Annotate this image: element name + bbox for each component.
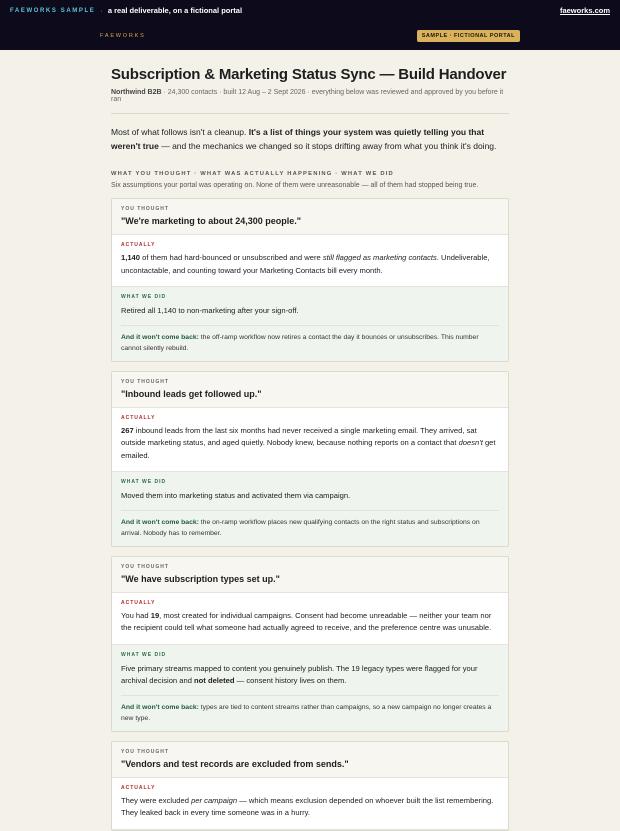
did-text: Moved them into marketing status and activated them via campaign.: [121, 491, 351, 500]
actual-text-b: , most created for individual campaigns. Consent had become unreadable — neither your team nor the recipient could tell what someone had actually agreed to receive, and the preference centre was unusable.: [121, 610, 492, 632]
did-emphasis: not deleted: [194, 676, 235, 685]
actual-text-a: of them had hard-bounced or unsubscribed and were: [140, 253, 323, 262]
did-block: [112, 472, 508, 546]
did-label: WHAT WE DID: [121, 294, 167, 300]
actual-figure: 1,140: [121, 253, 141, 262]
did-text: Retired all 1,140 to non-marketing after your sign-off.: [121, 306, 299, 315]
actual-text: [121, 610, 499, 635]
actual-text-b: get emailed.: [121, 438, 496, 460]
portal-header: [0, 21, 620, 50]
sample-badge: SAMPLE · FICTIONAL PORTAL: [417, 30, 520, 42]
page-title: Subscription & Marketing Status Sync — Build Handover: [111, 66, 507, 83]
actual-block: [112, 408, 508, 473]
did-text-b: — consent history lives on them.: [234, 676, 347, 685]
thought-quote: "We have subscription types set up.": [121, 573, 280, 584]
actual-figure: 19: [150, 610, 160, 620]
did-label: WHAT WE DID: [121, 651, 167, 658]
actual-label: ACTUALLY: [121, 414, 156, 421]
intro-text-2: — and the mechanics we changed so it stops drifting away from what you think it's doing.: [158, 141, 497, 151]
did-block: [112, 645, 508, 731]
intro-emphasis: It's a list of things your system was quietly telling you that weren't true: [111, 127, 485, 151]
faeworks-link[interactable]: faeworks.com: [559, 6, 610, 15]
thought-quote: "We're marketing to about 24,300 people.": [121, 216, 302, 226]
thought-label: YOU THOUGHT: [121, 748, 169, 755]
actual-text: [121, 252, 499, 277]
wont-return-note: [121, 325, 499, 354]
top-banner: [0, 0, 620, 21]
section-heading: WHAT YOU THOUGHT · WHAT WAS ACTUALLY HAPPENING · WHAT WE DID: [111, 171, 394, 177]
actual-text-a: You had: [121, 610, 151, 620]
actual-emphasis: doesn't: [458, 438, 483, 447]
thought-block: [112, 199, 508, 235]
assumption-card: [111, 198, 509, 362]
actual-emphasis: per campaign: [191, 795, 238, 805]
wont-return-note: [121, 695, 499, 724]
assumption-card: [111, 741, 509, 831]
portal-logo: FAEWORKS: [100, 32, 146, 39]
document-body: [0, 66, 620, 831]
did-text-a: Five primary streams mapped to content you genuinely publish. The 19 legacy types were flagged for your archival decision and: [121, 663, 478, 685]
section-subheading: Six assumptions your portal was operating on. None of them were unreasonable — all of them had stopped being true.: [111, 182, 479, 189]
actual-label: ACTUALLY: [121, 599, 156, 606]
actual-label: ACTUALLY: [121, 784, 156, 791]
banner-separator: ·: [100, 6, 103, 15]
assumption-card: [111, 371, 509, 547]
wont-text: types are tied to content streams rather than campaigns, so a new campaign no longer creates a new type.: [121, 703, 492, 722]
thought-label: YOU THOUGHT: [121, 378, 169, 385]
document-meta: [111, 89, 509, 114]
actual-block: [112, 235, 508, 287]
assumption-card: [111, 556, 509, 732]
wont-label: And it won't come back:: [121, 333, 199, 341]
actual-text-b: . Undeliverable, uncontactable, and counting toward your Marketing Contacts bill every month.: [121, 253, 490, 275]
banner-brand: FAEWORKS SAMPLE: [10, 7, 96, 14]
wont-return-note: [121, 510, 499, 539]
thought-block: [112, 742, 508, 778]
actual-text: [121, 795, 499, 820]
intro-text-1: Most of what follows isn't a cleanup.: [111, 127, 249, 137]
wont-text: the on-ramp workflow places new qualifying contacts on the right status and subscriptions on arrival. Nobody has to remember.: [121, 518, 480, 537]
thought-quote: "Inbound leads get followed up.": [121, 388, 262, 399]
actual-emphasis: still flagged as marketing contacts: [322, 253, 437, 262]
wont-label: And it won't come back:: [121, 703, 199, 711]
did-label: WHAT WE DID: [121, 479, 167, 485]
wont-label: And it won't come back:: [121, 518, 199, 526]
thought-label: YOU THOUGHT: [121, 206, 169, 212]
thought-block: [112, 557, 508, 593]
actual-label: ACTUALLY: [121, 242, 156, 248]
actual-text-a: They were excluded: [121, 795, 192, 805]
wont-text: the off-ramp workflow now retires a contact the day it bounces or unsubscribes. This number cannot silently rebuild.: [121, 333, 479, 352]
intro-paragraph: [111, 125, 509, 153]
actual-block: [112, 593, 508, 645]
did-block: [112, 287, 508, 361]
thought-block: [112, 372, 508, 408]
did-text: [121, 663, 499, 688]
actual-figure: 267: [121, 425, 134, 435]
actual-text-b: — which means exclusion depended on whoever built the list remembering. They leaked back in every time someone was in a hurry.: [121, 795, 494, 817]
actual-text: [121, 425, 499, 463]
thought-quote: "Vendors and test records are excluded from sends.": [121, 758, 349, 769]
actual-block: [112, 778, 508, 830]
actual-text-a: inbound leads from the last six months had never received a single marketing email. They arrived, sat outside marketing status, and aged quietly. Nobody knew, because nothing reports on a contact that: [121, 425, 477, 447]
banner-tagline: a real deliverable, on a fictional portal: [107, 6, 243, 15]
client-name: Northwind B2B: [111, 89, 162, 96]
thought-label: YOU THOUGHT: [121, 563, 169, 570]
meta-details: · 24,300 contacts · built 12 Aug – 2 Sept 2026 · everything below was reviewed and approved by you before it ran: [111, 89, 504, 103]
